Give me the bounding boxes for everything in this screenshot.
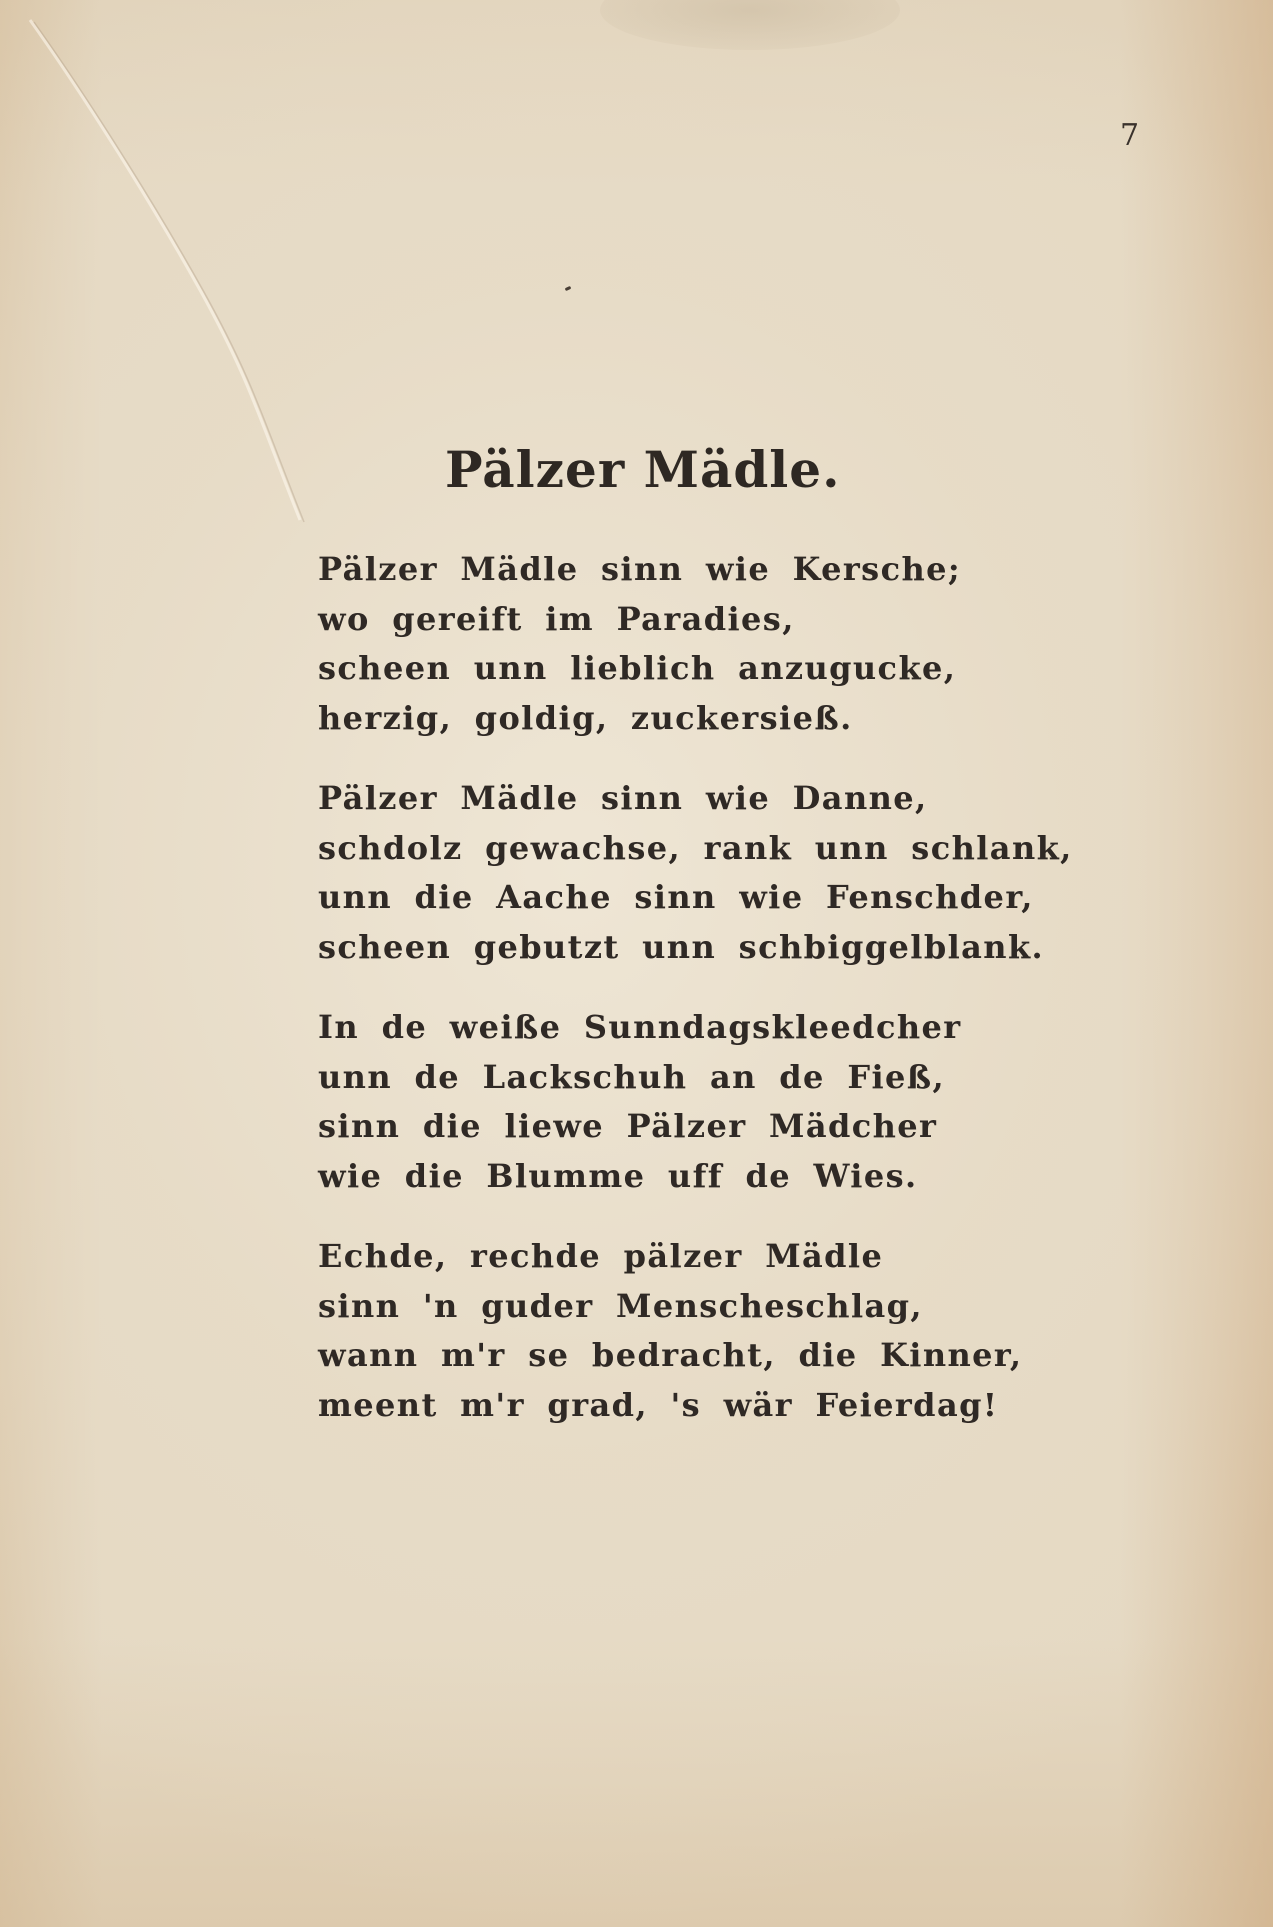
stanza-2 — [318, 774, 1073, 972]
ink-speck — [565, 286, 572, 291]
stanza-4 — [318, 1232, 1023, 1430]
poem-line: Pälzer Mädle sinn wie Kersche; — [318, 550, 962, 588]
poem-title: Pälzer Mädle. — [445, 440, 841, 499]
poem-body — [318, 545, 1073, 1461]
page-number: 7 — [1120, 118, 1140, 153]
stanza-3 — [318, 1003, 962, 1201]
poem-line: In de weiße Sunndagskleedcher — [318, 1008, 962, 1046]
poem-line: Echde, rechde pälzer Mädle — [318, 1237, 884, 1275]
poem-line: wo gereift im Paradies, — [318, 599, 795, 638]
poem-line: unn de Lackschuh an de Fieß, — [318, 1057, 946, 1096]
poem-line: wie die Blumme uff de Wies. — [318, 1156, 918, 1195]
poem-line: sinn die liewe Pälzer Mädcher — [318, 1107, 938, 1145]
paper-stain — [600, 0, 900, 50]
poem-line: scheen gebutzt unn schbiggelblank. — [318, 927, 1045, 966]
poem-line: herzig, goldig, zuckersieß. — [318, 698, 853, 737]
poem-line: schdolz gewachse, rank unn schlank, — [318, 828, 1073, 867]
poem-line: wann m'r se bedracht, die Kinner, — [318, 1336, 1023, 1374]
poem-line: scheen unn lieblich anzugucke, — [318, 649, 957, 687]
poem-line: Pälzer Mädle sinn wie Danne, — [318, 779, 928, 817]
stanza-1 — [318, 545, 962, 743]
poem-line: meent m'r grad, 's wär Feierdag! — [318, 1385, 999, 1424]
poem-line: unn die Aache sinn wie Fenschder, — [318, 878, 1034, 916]
poem-line: sinn 'n guder Menscheschlag, — [318, 1286, 923, 1325]
